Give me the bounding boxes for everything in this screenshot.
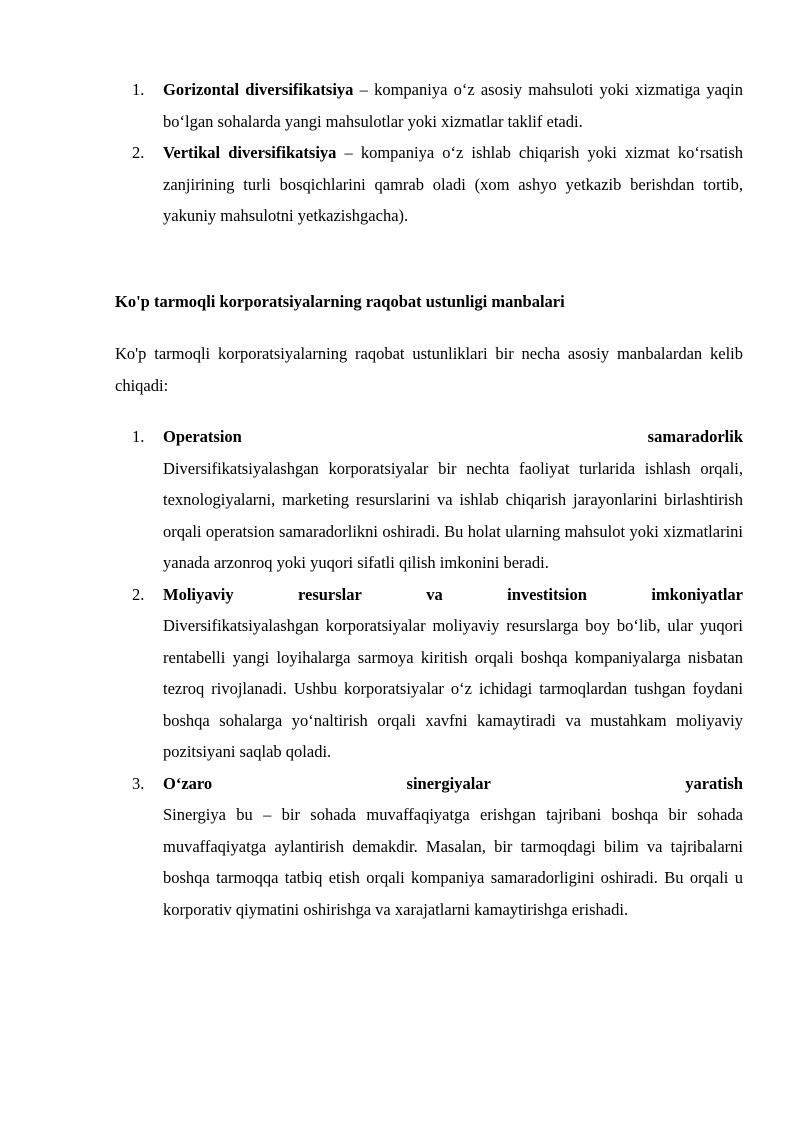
list-number: 1.: [132, 80, 145, 99]
intro-paragraph: Ko'p tarmoqli korporatsiyalarning raqobat ustunliklari bir necha asosiy manbalardan kelib chiqadi:: [115, 344, 743, 395]
title-word: Moliyaviy: [163, 584, 234, 604]
list-item-title: Gorizontal diversifikatsiya: [163, 80, 354, 99]
list-item-text: Diversifikatsiyalashgan korporatsiyalar moliyaviy resurslarga boy bo‘lib, ular yuqori rentabelli yangi loyihalarga sarmoya kiritish orqali boshqa kompaniyalarga nisbatan tezroq rivojlanadi. Ushbu korporatsiyalar o‘z ichidagi tarmoqlardan tushgan foydani boshqa sohalarga yo‘naltirish orqali xavfni kamaytiradi va mustahkam moliyaviy pozitsiyani saqlab qoladi.: [163, 616, 743, 761]
title-word: investitsion: [507, 584, 587, 604]
title-word: imkoniyatlar: [651, 584, 743, 604]
list-item: [0, 74, 743, 137]
diversification-types-list: [0, 74, 800, 232]
list-number: 3.: [132, 773, 145, 793]
title-word: O‘zaro: [163, 773, 213, 793]
list-item-text: Diversifikatsiyalashgan korporatsiyalar bir nechta faoliyat turlarida ishlash orqali, texnologiyalarni, marketing resurslarini va ishlab chiqarish jarayonlarini birlashtirish orqali operatsion samaradorlikni oshiradi. Bu holat ularning mahsulot yoki xizmatlarini yanada arzonroq yoki yuqori sifatli qilish imkonini beradi.: [163, 458, 743, 572]
advantage-sources-list: [0, 421, 800, 925]
list-item-title: [163, 579, 743, 611]
title-word: samaradorlik: [647, 427, 743, 446]
list-number: 2.: [132, 584, 145, 604]
list-item: [0, 579, 743, 768]
list-item-text: – kompaniya o‘z asosiy mahsuloti yoki xizmatiga yaqin bo‘lgan sohalarda yangi mahsulotlar yoki xizmatlar taklif etadi.: [163, 80, 743, 131]
title-word: Operatsion: [163, 427, 242, 446]
list-number: 2.: [132, 143, 145, 162]
list-item-text: Sinergiya bu – bir sohada muvaffaqiyatga erishgan tajribani boshqa bir sohada muvaffaqiyatga aylantirish demakdir. Masalan, bir tarmoqdagi bilim va tajribalarni boshqa tarmoqqa tatbiq etish orqali kompaniya samaradorligini oshiradi. Bu orqali u korporativ qiymatini oshirishga va xarajatlarni kamaytirishga erishadi.: [163, 805, 743, 919]
title-word: va: [426, 584, 443, 604]
list-item: [0, 768, 743, 926]
list-item: [0, 421, 743, 579]
list-item-title: Vertikal diversifikatsiya: [163, 143, 337, 162]
list-item-title: [163, 768, 743, 800]
title-word: sinergiyalar: [406, 773, 491, 793]
list-item: [0, 137, 743, 232]
list-item-text: – kompaniya o‘z ishlab chiqarish yoki xizmat ko‘rsatish zanjirining turli bosqichlarini qamrab oladi (xom ashyo yetkazib berishdan tortib, yakuniy mahsulotni yetkazishgacha).: [163, 143, 743, 225]
list-number: 1.: [132, 427, 145, 446]
section-heading: Ko'p tarmoqli korporatsiyalarning raqobat ustunligi manbalari: [115, 292, 565, 311]
title-word: yaratish: [685, 773, 743, 793]
list-item-title: [163, 421, 743, 453]
title-word: resurslar: [297, 584, 362, 604]
